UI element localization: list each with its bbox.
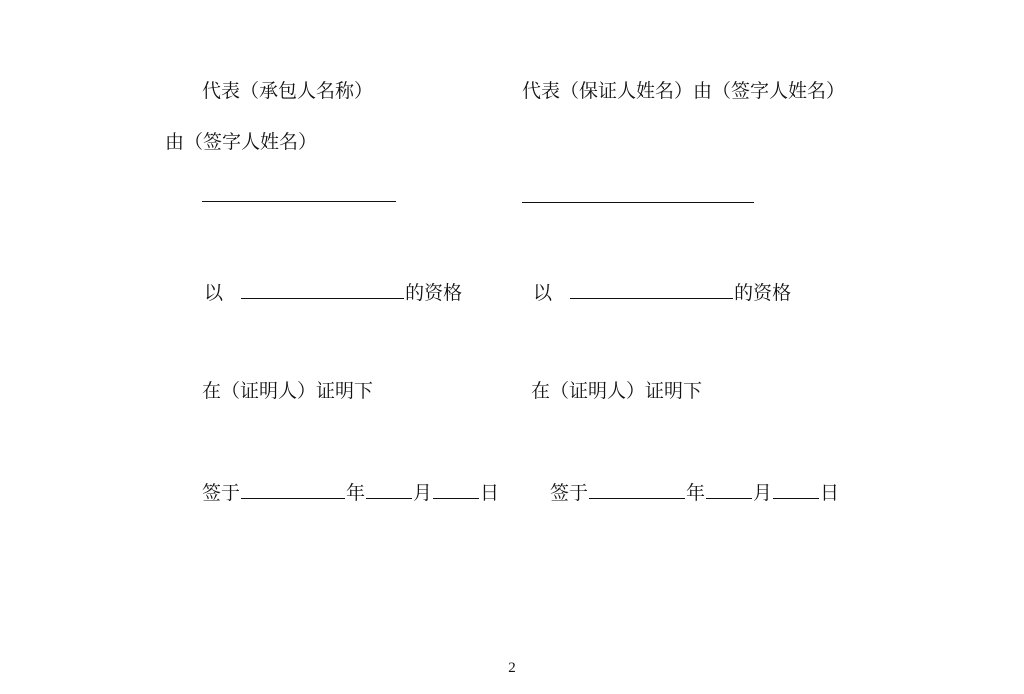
left-signed-at: 签于	[202, 482, 241, 504]
left-year-blank[interactable]	[241, 482, 345, 499]
right-represent-guarantor: 代表（保证人姓名）由（签字人姓名）	[522, 80, 846, 102]
right-month-label: 月	[753, 482, 773, 504]
left-represent-contractor: 代表（承包人名称）	[202, 80, 374, 102]
left-capacity-blank[interactable]	[241, 282, 404, 299]
left-month-blank[interactable]	[366, 482, 412, 499]
left-day-blank[interactable]	[433, 482, 479, 499]
left-day-label: 日	[480, 482, 500, 504]
right-signed-at: 签于	[550, 482, 589, 504]
right-signature-blank[interactable]	[522, 202, 754, 203]
right-capacity-blank[interactable]	[570, 282, 733, 299]
left-by-signatory: 由（签字人姓名）	[165, 131, 318, 153]
right-day-label: 日	[820, 482, 840, 504]
right-year-blank[interactable]	[589, 482, 685, 499]
left-signature-blank[interactable]	[202, 201, 396, 202]
left-month-label: 月	[413, 482, 433, 504]
right-capacity-suffix: 的资格	[734, 282, 792, 304]
left-capacity-line	[204, 282, 462, 304]
right-month-blank[interactable]	[706, 482, 752, 499]
left-capacity-prefix: 以	[204, 282, 224, 304]
right-day-blank[interactable]	[773, 482, 819, 499]
left-witness-line: 在（证明人）证明下	[202, 380, 374, 402]
right-year-label: 年	[686, 482, 706, 504]
left-capacity-suffix: 的资格	[405, 282, 463, 304]
left-date-line	[202, 482, 499, 504]
right-witness-line: 在（证明人）证明下	[531, 380, 703, 402]
right-capacity-prefix: 以	[533, 282, 553, 304]
right-date-line	[550, 482, 839, 504]
right-capacity-line	[533, 282, 791, 304]
page-number: 2	[508, 660, 516, 676]
left-year-label: 年	[346, 482, 366, 504]
